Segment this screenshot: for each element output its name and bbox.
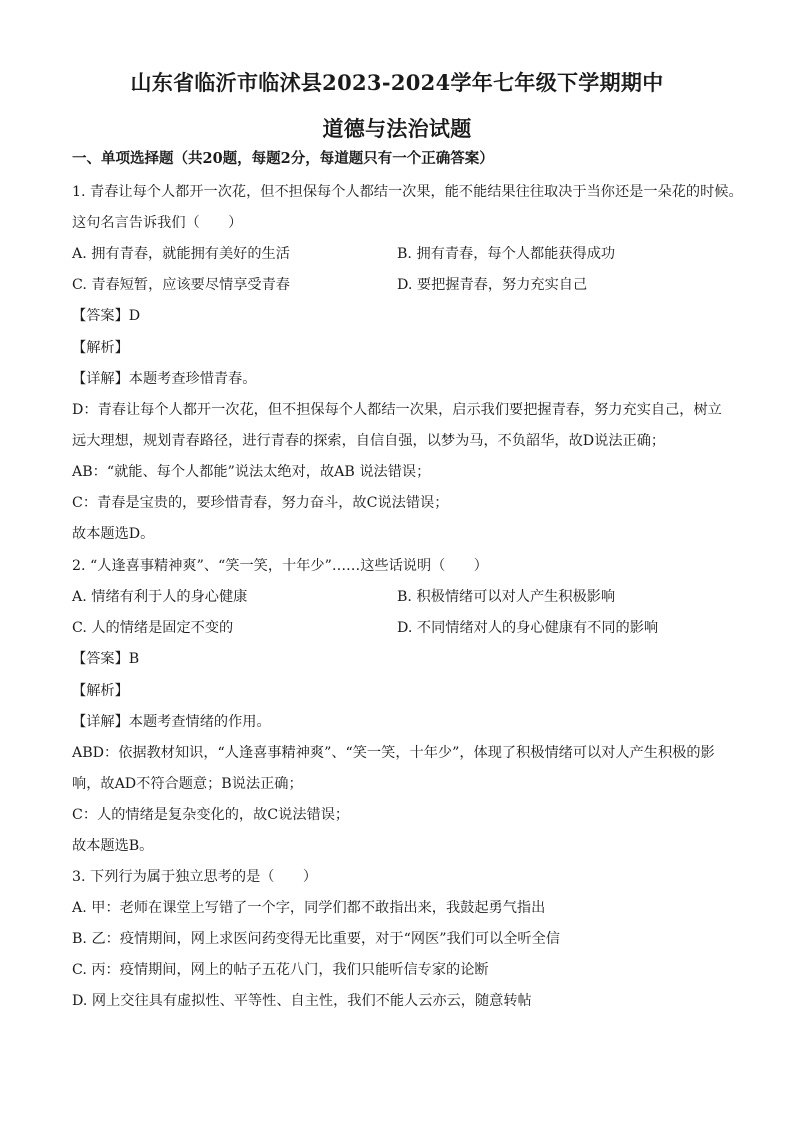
q3-option-a: A. 甲：老师在课堂上写错了一个字，同学们都不敢指出来，我鼓起勇气指出 [72,900,546,916]
q1-explanation-4: C：青春是宝贵的，要珍惜青春，努力奋斗，故C说法错误； [72,495,449,511]
q2-analysis-tag: 【解析】 [72,683,129,699]
q2-option-d: D. 不同情绪对人的身心健康有不同的影响 [397,620,659,636]
answer-value: B [128,651,140,667]
detail-tag: 【详解】 [72,714,129,730]
q1-conclusion: 故本题选D。 [72,526,155,542]
q1-option-d: D. 要把握青春，努力充实自己 [397,277,588,293]
q2-answer [72,649,139,669]
q2-explanation-1: ABD：依据教材知识，“人逢喜事精神爽”、“笑一笑，十年少”，体现了积极情绪可以对人产生积极的影 [72,745,715,761]
q1-stem-line-2: 这句名言告诉我们（ ） [72,215,243,231]
q2-conclusion: 故本题选B。 [72,838,154,854]
q3-option-d: D. 网上交往具有虚拟性、平等性、自主性，我们不能人云亦云，随意转帖 [72,993,532,1009]
q2-detail [72,712,271,732]
q1-detail [72,369,256,389]
document-subtitle: 道德与法治试题 [322,116,472,141]
q1-analysis-tag: 【解析】 [72,340,129,356]
q2-option-b: B. 积极情绪可以对人产生积极影响 [397,589,616,605]
q1-option-a: A. 拥有青春，就能拥有美好的生活 [72,246,290,262]
q2-explanation-2: 响，故AD不符合题意；B说法正确； [72,776,303,792]
document-title: 山东省临沂市临沭县2023-2024学年七年级下学期期中 [130,70,664,95]
q1-explanation-3: AB：“就能、每个人都能”说法太绝对，故AB 说法错误； [72,464,431,480]
q3-option-b: B. 乙：疫情期间，网上求医问药变得无比重要，对于“网医”我们可以全听全信 [72,931,560,947]
answer-tag: 【答案】 [72,651,129,667]
q3-stem-line-1: 3. 下列行为属于独立思考的是（ ） [72,869,318,885]
q1-option-c: C. 青春短暂，应该要尽情享受青春 [72,277,290,293]
detail-text: 本题考查情绪的作用。 [128,714,271,730]
q1-option-b: B. 拥有青春，每个人都能获得成功 [397,246,616,262]
q2-explanation-3: C：人的情绪是复杂变化的，故C说法错误； [72,807,350,823]
q1-explanation-1: D：青春让每个人都开一次花，但不担保每个人都结一次果，启示我们要把握青春，努力充实自己，树立 [72,402,722,418]
q1-explanation-2: 远大理想，规划青春路径，进行青春的探索，自信自强，以梦为马，不负韶华，故D说法正确； [72,433,666,449]
answer-value: D [128,308,141,324]
q1-answer [72,306,140,326]
q3-option-c: C. 丙：疫情期间，网上的帖子五花八门，我们只能听信专家的论断 [72,962,489,978]
section-heading: 一、单项选择题（共20题，每题2分，每道题只有一个正确答案） [72,150,494,167]
q2-option-a: A. 情绪有利于人的身心健康 [72,589,248,605]
q2-option-c: C. 人的情绪是固定不变的 [72,620,234,636]
detail-tag: 【详解】 [72,371,129,387]
q2-stem-line-1: 2. “人逢喜事精神爽”、“笑一笑，十年少”……这些话说明（ ） [72,558,488,574]
detail-text: 本题考查珍惜青春。 [128,371,257,387]
q1-stem-line-1: 1. 青春让每个人都开一次花，但不担保每个人都结一次果，能不能结果往往取决于当你还是一朵花的时候。 [72,184,743,200]
answer-tag: 【答案】 [72,308,129,324]
